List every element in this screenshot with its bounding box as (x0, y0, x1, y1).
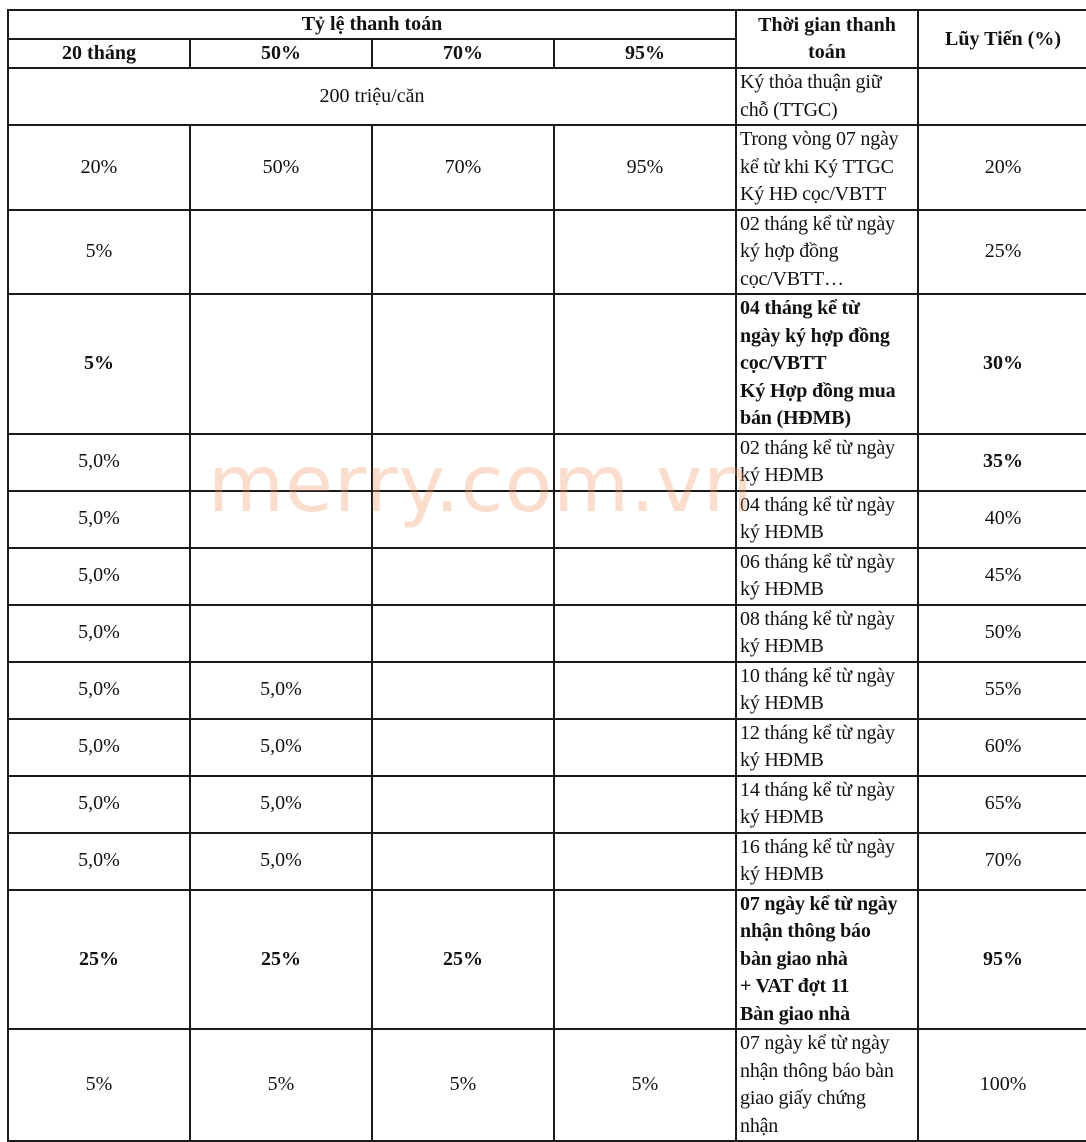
cumulative-cell: 50% (918, 605, 1086, 662)
plan-95-percent-cell (554, 776, 736, 833)
plan-20-months-cell: 5% (8, 210, 190, 295)
plan-95-percent-cell (554, 434, 736, 491)
plan-95-percent-cell (554, 210, 736, 295)
schedule-row (8, 776, 1086, 833)
cumulative-cell: 25% (918, 210, 1086, 295)
payment-time-cell: Trong vòng 07 ngày kể từ khi Ký TTGC Ký HĐ cọc/VBTT (736, 125, 918, 210)
payment-ratio-header: Tỷ lệ thanh toán (8, 10, 736, 39)
cumulative-cell: 40% (918, 491, 1086, 548)
plan-70-percent-cell (372, 605, 554, 662)
payment-time-cell: 07 ngày kể từ ngày nhận thông báo bàn giao nhà + VAT đợt 11 Bàn giao nhà (736, 890, 918, 1030)
cumulative-cell: 35% (918, 434, 1086, 491)
plan-70-percent-cell (372, 833, 554, 890)
payment-time-cell: 16 tháng kể từ ngày ký HĐMB (736, 833, 918, 890)
payment-time-cell: 04 tháng kể từ ngày ký hợp đồng cọc/VBTT Ký Hợp đồng mua bán (HĐMB) (736, 294, 918, 434)
schedule-row (8, 491, 1086, 548)
cumulative-cell: 55% (918, 662, 1086, 719)
plan-header-95-percent: 95% (554, 39, 736, 68)
plan-70-percent-cell (372, 776, 554, 833)
payment-time-header: Thời gian thanh toán (736, 10, 918, 68)
schedule-row (8, 125, 1086, 210)
payment-time-cell: 10 tháng kể từ ngày ký HĐMB (736, 662, 918, 719)
payment-time-cell: 02 tháng kể từ ngày ký hợp đồng cọc/VBTT… (736, 210, 918, 295)
schedule-row (8, 890, 1086, 1030)
plan-20-months-cell: 5,0% (8, 491, 190, 548)
plan-header-70-percent: 70% (372, 39, 554, 68)
payment-time-cell: 06 tháng kể từ ngày ký HĐMB (736, 548, 918, 605)
plan-50-percent-cell: 25% (190, 890, 372, 1030)
plan-20-months-cell: 5,0% (8, 719, 190, 776)
cumulative-cell: 95% (918, 890, 1086, 1030)
schedule-row (8, 434, 1086, 491)
plan-20-months-cell: 20% (8, 125, 190, 210)
plan-95-percent-cell: 5% (554, 1029, 736, 1141)
payment-time-cell: 14 tháng kể từ ngày ký HĐMB (736, 776, 918, 833)
schedule-row (8, 833, 1086, 890)
plan-70-percent-cell (372, 548, 554, 605)
schedule-row (8, 662, 1086, 719)
plan-95-percent-cell (554, 833, 736, 890)
payment-time-cell: 07 ngày kể từ ngày nhận thông báo bàn giao giấy chứng nhận (736, 1029, 918, 1141)
plan-50-percent-cell (190, 491, 372, 548)
plan-70-percent-cell (372, 491, 554, 548)
plan-50-percent-cell (190, 548, 372, 605)
plan-95-percent-cell (554, 548, 736, 605)
watermark: merry.com.vn (208, 440, 754, 530)
schedule-row (8, 719, 1086, 776)
plan-50-percent-cell: 50% (190, 125, 372, 210)
plan-header-20-months: 20 tháng (8, 39, 190, 68)
cumulative-cell: 65% (918, 776, 1086, 833)
plan-20-months-cell: 25% (8, 890, 190, 1030)
plan-50-percent-cell: 5,0% (190, 776, 372, 833)
plan-70-percent-cell (372, 719, 554, 776)
deposit-row (8, 68, 1086, 125)
cumulative-cell: 30% (918, 294, 1086, 434)
deposit-time: Ký thỏa thuận giữ chỗ (TTGC) (736, 68, 918, 125)
cumulative-cell: 20% (918, 125, 1086, 210)
plan-20-months-cell: 5,0% (8, 548, 190, 605)
payment-time-cell: 04 tháng kể từ ngày ký HĐMB (736, 491, 918, 548)
payment-schedule-table (7, 9, 1086, 1142)
schedule-row (8, 294, 1086, 434)
plan-95-percent-cell (554, 605, 736, 662)
plan-20-months-cell: 5,0% (8, 833, 190, 890)
plan-50-percent-cell (190, 605, 372, 662)
payment-time-cell: 02 tháng kể từ ngày ký HĐMB (736, 434, 918, 491)
cumulative-cell: 60% (918, 719, 1086, 776)
deposit-amount: 200 triệu/căn (8, 68, 736, 125)
plan-70-percent-cell: 5% (372, 1029, 554, 1141)
deposit-cumulative (918, 68, 1086, 125)
plan-20-months-cell: 5,0% (8, 434, 190, 491)
plan-95-percent-cell (554, 719, 736, 776)
cumulative-header: Lũy Tiến (%) (918, 10, 1086, 68)
plan-70-percent-cell: 70% (372, 125, 554, 210)
plan-95-percent-cell (554, 294, 736, 434)
plan-20-months-cell: 5% (8, 294, 190, 434)
plan-20-months-cell: 5,0% (8, 776, 190, 833)
plan-50-percent-cell: 5,0% (190, 719, 372, 776)
plan-70-percent-cell (372, 434, 554, 491)
plan-20-months-cell: 5,0% (8, 662, 190, 719)
schedule-row (8, 605, 1086, 662)
plan-95-percent-cell (554, 662, 736, 719)
plan-20-months-cell: 5% (8, 1029, 190, 1141)
plan-70-percent-cell (372, 210, 554, 295)
plan-70-percent-cell: 25% (372, 890, 554, 1030)
plan-95-percent-cell: 95% (554, 125, 736, 210)
plan-50-percent-cell: 5% (190, 1029, 372, 1141)
payment-time-cell: 08 tháng kể từ ngày ký HĐMB (736, 605, 918, 662)
plan-50-percent-cell: 5,0% (190, 833, 372, 890)
plan-50-percent-cell: 5,0% (190, 662, 372, 719)
plan-70-percent-cell (372, 294, 554, 434)
plan-50-percent-cell (190, 210, 372, 295)
plan-70-percent-cell (372, 662, 554, 719)
plan-95-percent-cell (554, 890, 736, 1030)
plan-95-percent-cell (554, 491, 736, 548)
schedule-row (8, 548, 1086, 605)
plan-50-percent-cell (190, 434, 372, 491)
payment-time-cell: 12 tháng kể từ ngày ký HĐMB (736, 719, 918, 776)
plan-20-months-cell: 5,0% (8, 605, 190, 662)
schedule-row (8, 1029, 1086, 1141)
cumulative-cell: 70% (918, 833, 1086, 890)
schedule-row (8, 210, 1086, 295)
plan-50-percent-cell (190, 294, 372, 434)
plan-header-50-percent: 50% (190, 39, 372, 68)
cumulative-cell: 45% (918, 548, 1086, 605)
header-row-group (8, 10, 1086, 39)
cumulative-cell: 100% (918, 1029, 1086, 1141)
